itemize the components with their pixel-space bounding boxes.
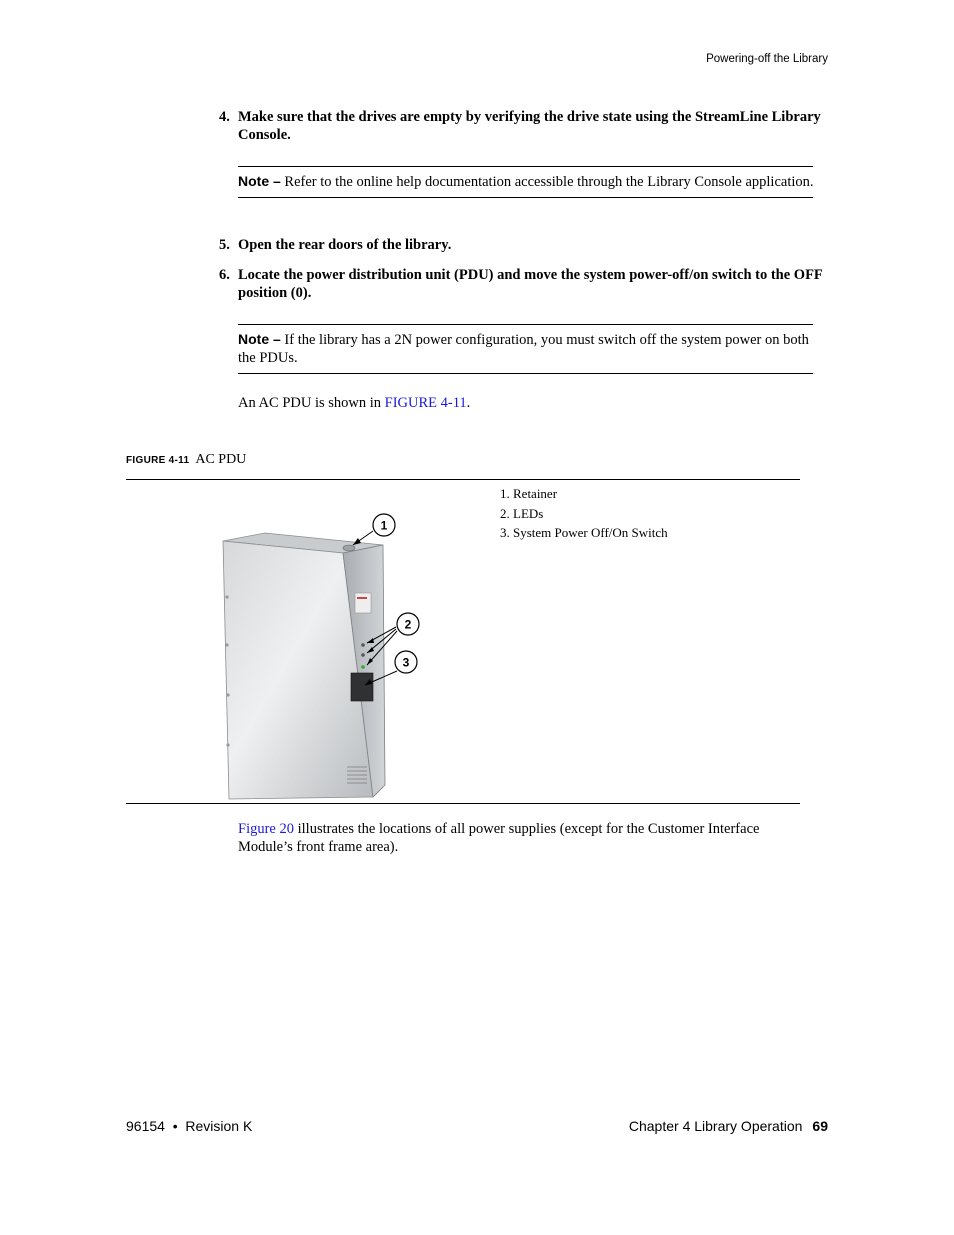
figure-legend	[500, 484, 668, 543]
callout-1-label: 1	[380, 518, 388, 533]
pdu-reference-period: .	[466, 395, 471, 411]
pdu-reference-text: An AC PDU is shown in	[238, 395, 385, 411]
figure-title: AC PDU	[195, 452, 247, 467]
note-online-help	[238, 166, 813, 198]
step-number: 4.	[219, 109, 230, 125]
step-number: 5.	[219, 237, 230, 253]
callout-2-label: 2	[404, 617, 412, 632]
footer-chapter	[629, 1118, 828, 1134]
figure-4-11-link[interactable]: FIGURE 4-11	[384, 395, 467, 411]
running-head: Powering-off the Library	[706, 53, 828, 65]
figure-20-link[interactable]: Figure 20	[238, 821, 294, 837]
figure-caption	[126, 452, 246, 468]
figure-number: FIGURE 4-11	[126, 455, 190, 466]
step-number: 6.	[219, 267, 230, 283]
closing-paragraph	[238, 820, 813, 856]
pdu-illustration	[215, 505, 425, 803]
step-text: Make sure that the drives are empty by verifying the drive state using the StreamLine Library Console.	[238, 109, 821, 143]
step-text: Locate the power distribution unit (PDU) and move the system power-off/on switch to the OFF position (0).	[238, 267, 823, 301]
closing-text: illustrates the locations of all power supplies (except for the Customer Interface Module’s front frame area).	[238, 821, 760, 855]
legend-item-power-switch: 3. System Power Off/On Switch	[500, 525, 668, 540]
figure-top-rule	[126, 479, 800, 480]
note-lead: Note –	[238, 173, 281, 189]
step-4	[219, 108, 829, 148]
note-2n-power	[238, 324, 813, 374]
note-lead: Note –	[238, 331, 281, 347]
footer-doc-revision: 96154 • Revision K	[126, 1118, 253, 1134]
figure-bottom-rule	[126, 803, 800, 804]
step-6	[219, 266, 829, 306]
note-text: If the library has a 2N power configuration, you must switch off the system power on both the PDUs.	[238, 332, 809, 366]
note-text: Refer to the online help documentation accessible through the Library Console application.	[280, 174, 814, 190]
callout-3-label: 3	[402, 655, 410, 670]
step-text: Open the rear doors of the library.	[238, 237, 452, 253]
step-5	[219, 236, 829, 256]
page-number: 69	[812, 1118, 828, 1134]
footer-chapter-title: Chapter 4 Library Operation	[628, 1118, 803, 1134]
legend-item-retainer: 1. Retainer	[500, 486, 558, 501]
pdu-reference	[238, 394, 470, 412]
legend-item-leds: 2. LEDs	[500, 505, 544, 521]
